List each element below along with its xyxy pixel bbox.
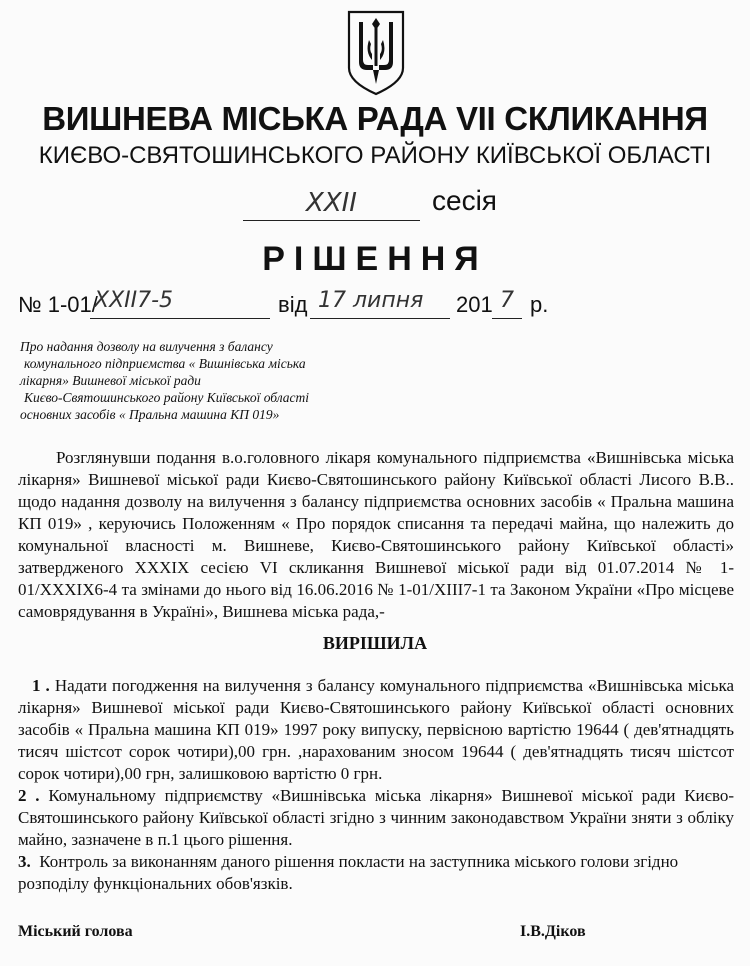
year-digit-handwritten: 7 [500,288,514,313]
decision-item [18,785,734,851]
number-prefix: № 1-01/ [18,292,98,317]
resolution-title: РІШЕННЯ [262,240,488,278]
subject-line: основних засобів « Пральна машина КП 019» [20,407,280,422]
item-text: Надати погодження на вилучення з балансу комунального підприємства «Вишнівська міська лікарня» Вишневої міської ради Києво-Святошинського району Київської області основних засобів « Пральна машина КП 019» 1997 року випуску, первісною вартістю 19644 ( дев'ятнадцять тисяч шістсот сорок чотири),00 грн. ,нарахованим зносом 19644 ( дев'ятнадцять тисяч шістсот сорок чотири),00 грн, залишковою вартістю 0 грн. [18,676,735,783]
subject-line: комунального підприємства « Вишнівська міська [24,356,306,371]
subject-line: лікарня» Вишневої міської ради [20,373,201,388]
year-prefix: 201 [456,292,493,317]
year-suffix: р. [530,292,549,317]
item-number: 2 . [18,786,40,805]
number-handwritten: XXII7-5 [94,288,174,313]
decided-heading: ВИРІШИЛА [322,633,428,653]
council-subtitle: КИЄВО-СВЯТОШИНСЬКОГО РАЙОНУ КИЇВСЬКОЇ ОБЛАСТІ [38,142,712,169]
item-text: Комунальному підприємству «Вишнівська міська лікарня» Вишневої міської ради Києво-Святошинського району Київської області згідно з чинним законодавством України зняти з обліку майно, зазначене в п.1 цього рішення. [18,786,735,849]
trident-emblem-icon [345,10,407,96]
decision-item [18,851,734,895]
item-number: 1 . [32,676,50,695]
resolution-number-row [18,286,738,326]
signature-title: Міський голова [18,923,133,940]
date-from-label: від [278,292,308,317]
council-title: ВИШНЕВА МІСЬКА РАДА VII СКЛИКАННЯ [42,100,708,137]
subject-line: Про надання дозволу на вилучення з балансу [20,339,273,354]
date-handwritten: 17 липня [318,288,424,313]
resolution-subject [20,338,380,423]
item-number: 3. [18,852,31,871]
decision-items [18,675,734,895]
item-text: Контроль за виконанням даного рішення покласти на заступника міського голови згідно розподілу функціональних обов'язків. [18,852,679,893]
subject-line: Києво-Святошинського району Київської області [24,390,310,405]
session-number-handwritten: XXII [306,188,357,218]
year-underline [492,318,522,319]
session-label: сесія [432,185,497,216]
date-underline [310,318,450,319]
preamble-paragraph: Розглянувши подання в.о.головного лікаря комунального підприємства «Вишнівська міська лікарня» Вишневої міської ради Києво-Святошинського району Київської області Лисого В.В.. щодо надання дозволу на вилучення з балансу підприємства основних засобів « Пральна машина КП 019» , керуючись Положенням « Про порядок списання та передачі майна, що належить до комунальної власності м. Вишневе, Києво-Святошинського району Київської області» затвердженого XXXIX сесією VI скликання Вишневої міської ради від 01.07.2014 № 1-01/XXXIX6-4 та змінами до нього від 16.06.2016 № 1-01/XIII7-1 та Законом України «Про місцеве самоврядування в Україні», Вишнева міська рада,- [18,448,734,621]
number-underline [90,318,270,319]
decision-item [18,675,734,785]
signature-name: І.В.Діков [520,923,586,940]
